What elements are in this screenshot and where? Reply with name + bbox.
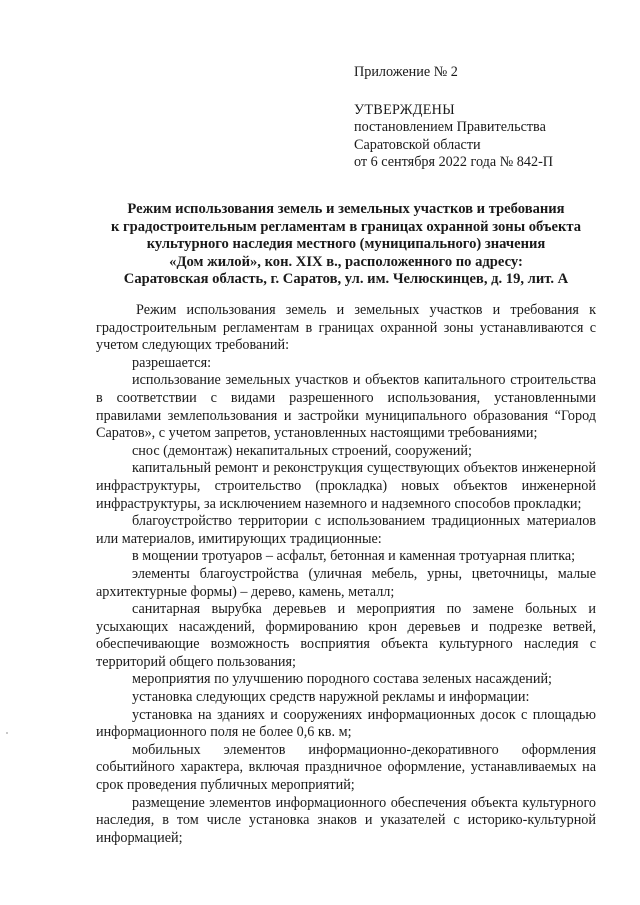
title-line: культурного наследия местного (муниципального) значения [146, 236, 546, 253]
body-paragraph: Режим использования земель и земельных участков и требования к градостроительным регламентам в границах охранной зоны устанавливаются с учетом следующих требований: [96, 302, 596, 354]
approved-heading: УТВЕРЖДЕНЫ [354, 101, 455, 118]
body-paragraph: мероприятия по улучшению породного состава зеленых насаждений; [132, 671, 552, 688]
body-paragraph: установка на зданиях и сооружениях информационных досок с площадью информационного поля не более 0,6 кв. м; [96, 706, 596, 741]
body-paragraph: установка следующих средств наружной рекламы и информации: [132, 689, 530, 706]
body-paragraph: санитарная вырубка деревьев и мероприятия по замене больных и усыхающих насаждений, формированию крон деревьев и подрезке ветвей, обеспечивающие возможность восприятия объекта культурного наследия с территорий общего пользования; [96, 601, 596, 670]
document-body [96, 302, 596, 847]
approval-line: от 6 сентября 2022 года № 842-П [354, 154, 554, 170]
body-paragraph: разрешается: [132, 354, 212, 371]
title-line: Саратовская область, г. Саратов, ул. им. Челюскинцев, д. 19, лит. А [123, 271, 569, 288]
body-paragraph: мобильных элементов информационно-декоративного оформления событийного характера, включая праздничное оформление, устанавливаемых на срок проведения публичных мероприятий; [96, 741, 596, 794]
appendix-number: Приложение № 2 [354, 64, 458, 80]
body-paragraph: снос (демонтаж) некапитальных строений, сооружений; [132, 442, 472, 459]
title-line: Режим использования земель и земельных участков и требования [127, 201, 565, 217]
body-paragraph: использование земельных участков и объектов капитального строительства в соответствии с видами разрешенного использования, установленными правилами землепользования и застройки муниципального образования “Город Саратов», с учетом запретов, установленных настоящими требованиями; [96, 372, 596, 442]
title-line: «Дом жилой», кон. XIX в., расположенного по адресу: [169, 253, 523, 270]
title-line: к градостроительным регламентам в границах охранной зоны объекта [110, 218, 582, 235]
body-paragraph: размещение элементов информационного обеспечения объекта культурного наследия, в том числе установка знаков и указателей с историко-культурной информацией; [96, 794, 596, 846]
document-title [96, 201, 596, 289]
body-paragraph: элементы благоустройства (уличная мебель, урны, цветочницы, малые архитектурные формы) – дерево, камень, металл; [96, 565, 596, 600]
body-paragraph: благоустройство территории с использованием традиционных материалов или материалов, имитирующих традиционные: [96, 513, 596, 547]
approval-block [354, 64, 604, 172]
approval-line: постановлением Правительства [354, 119, 546, 135]
body-paragraph: капитальный ремонт и реконструкция существующих объектов инженерной инфраструктуры, строительство (прокладка) новых объектов инженерной инфраструктуры, за исключением наземного и надземного способов прокладки; [96, 460, 596, 512]
body-paragraph: в мощении тротуаров – асфальт, бетонная и каменная тротуарная плитка; [132, 548, 576, 565]
approval-line: Саратовской области [354, 136, 481, 153]
scan-speck [6, 732, 8, 734]
